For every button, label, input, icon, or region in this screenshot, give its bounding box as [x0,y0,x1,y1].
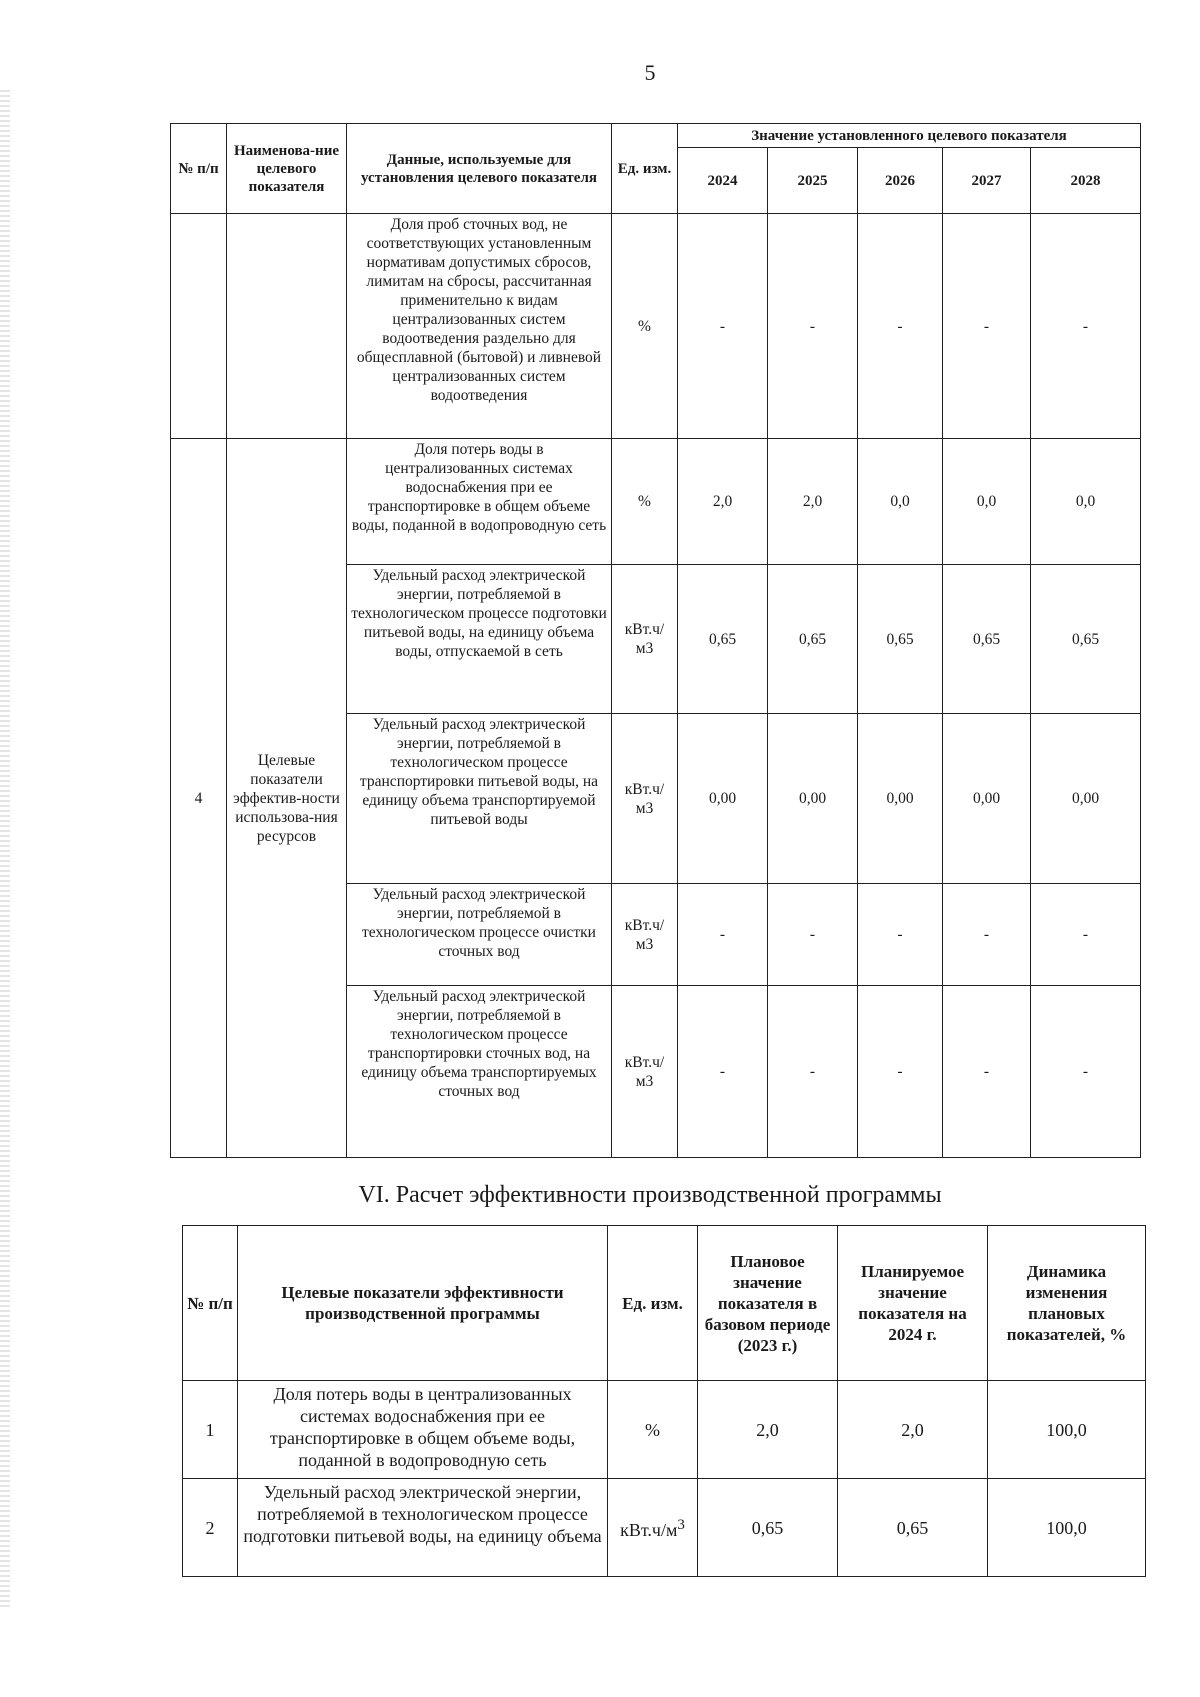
value-cell: 0,00 [858,714,943,884]
header-year: 2024 [678,148,768,214]
header-year: 2027 [943,148,1031,214]
unit-cell: % [608,1381,698,1479]
data-cell: Удельный расход электрической энергии, потребляемой в технологическом процессе транспортировки питьевой воды, на единицу объема транспортируемой питьевой воды [347,714,612,884]
num-cell: 1 [183,1381,238,1479]
value-cell: - [678,214,768,439]
value-cell: 0,0 [858,439,943,565]
header-num: № п/п [183,1226,238,1381]
unit-cell: кВт.ч/ м3 [612,714,678,884]
unit-main: кВт.ч/м [620,1520,678,1540]
header-year: 2028 [1031,148,1141,214]
table-row [183,1381,1146,1479]
data-cell: Удельный расход электрической энергии, потребляемой в технологическом процессе транспортировки сточных вод, на единицу объема транспортируемых сточных вод [347,986,612,1158]
value-cell: 0,00 [1031,714,1141,884]
data-cell: Доля проб сточных вод, не соответствующих установленным нормативам допустимых сбросов, лимитам на сбросы, рассчитанная применительно к видам централизованных систем водоотведения раздельно для общесплавной (бытовой) и ливневой централизованных систем водоотведения [347,214,612,439]
value-cell: - [1031,986,1141,1158]
value-cell: 0,65 [943,565,1031,714]
value-cell: - [858,884,943,986]
value-cell: 2,0 [678,439,768,565]
data-cell: Доля потерь воды в централизованных системах водоснабжения при ее транспортировке в общем объеме воды, поданной в водопроводную сеть [347,439,612,565]
value-cell: 0,00 [943,714,1031,884]
header-dynamics: Динамика изменения плановых показателей, % [988,1226,1146,1381]
header-name: Целевые показатели эффективности производственной программы [238,1226,608,1381]
table-row [171,439,1141,565]
dynamics-cell: 100,0 [988,1479,1146,1577]
unit-cell [608,1479,698,1577]
header-base-value: Плановое значение показателя в базовом периоде (2023 г.) [698,1226,838,1381]
base-value-cell: 0,65 [698,1479,838,1577]
value-cell: 0,65 [858,565,943,714]
planned-value-cell: 0,65 [838,1479,988,1577]
header-data: Данные, используемые для установления целевого показателя [347,124,612,214]
header-planned-value: Планируемое значение показателя на 2024 г. [838,1226,988,1381]
header-year: 2025 [768,148,858,214]
value-cell: 0,65 [678,565,768,714]
data-cell: Удельный расход электрической энергии, потребляемой в технологическом процессе подготовки питьевой воды, на единицу объема воды, отпускаемой в сеть [347,565,612,714]
num-cell [171,214,227,439]
unit-cell: кВт.ч/ м3 [612,986,678,1158]
value-cell: - [678,986,768,1158]
planned-value-cell: 2,0 [838,1381,988,1479]
header-name: Наименова-ние целевого показателя [227,124,347,214]
value-cell: 0,00 [678,714,768,884]
value-cell: - [858,214,943,439]
table-row [183,1479,1146,1577]
header-target-values: Значение установленного целевого показателя [678,124,1141,148]
value-cell: - [768,986,858,1158]
value-cell: - [943,884,1031,986]
unit-cell: кВт.ч/ м3 [612,565,678,714]
header-unit: Ед. изм. [612,124,678,214]
unit-cell: кВт.ч/ м3 [612,884,678,986]
value-cell: 0,0 [1031,439,1141,565]
group-name-cell: Целевые показатели эффектив-ности использова-ния ресурсов [227,439,347,1158]
value-cell: - [1031,214,1141,439]
value-cell: 2,0 [768,439,858,565]
header-year: 2026 [858,148,943,214]
value-cell: - [768,214,858,439]
name-cell: Удельный расход электрической энергии, потребляемой в технологическом процессе подготовки питьевой воды, на единицу объема [238,1479,608,1577]
table-row [171,214,1141,439]
value-cell: - [943,214,1031,439]
value-cell: - [943,986,1031,1158]
unit-cell: % [612,214,678,439]
value-cell: 0,65 [1031,565,1141,714]
dynamics-cell: 100,0 [988,1381,1146,1479]
efficiency-calculation-table [182,1225,1146,1577]
name-cell: Доля потерь воды в централизованных системах водоснабжения при ее транспортировке в общем объеме воды, поданной в водопроводную сеть [238,1381,608,1479]
value-cell: - [768,884,858,986]
unit-cell: % [612,439,678,565]
section-title: VI. Расчет эффективности производственной программы [358,1182,942,1208]
group-num-cell: 4 [171,439,227,1158]
page-number: 5 [644,60,656,85]
value-cell: 0,00 [768,714,858,884]
value-cell: - [858,986,943,1158]
value-cell: - [678,884,768,986]
value-cell: 0,65 [768,565,858,714]
unit-superscript: 3 [677,1517,685,1533]
base-value-cell: 2,0 [698,1381,838,1479]
binding-strip [0,90,10,1610]
value-cell: - [1031,884,1141,986]
value-cell: 0,0 [943,439,1031,565]
name-cell [227,214,347,439]
num-cell: 2 [183,1479,238,1577]
header-num: № п/п [171,124,227,214]
data-cell: Удельный расход электрической энергии, потребляемой в технологическом процессе очистки сточных вод [347,884,612,986]
header-unit: Ед. изм. [608,1226,698,1381]
target-indicators-table [170,123,1141,1158]
